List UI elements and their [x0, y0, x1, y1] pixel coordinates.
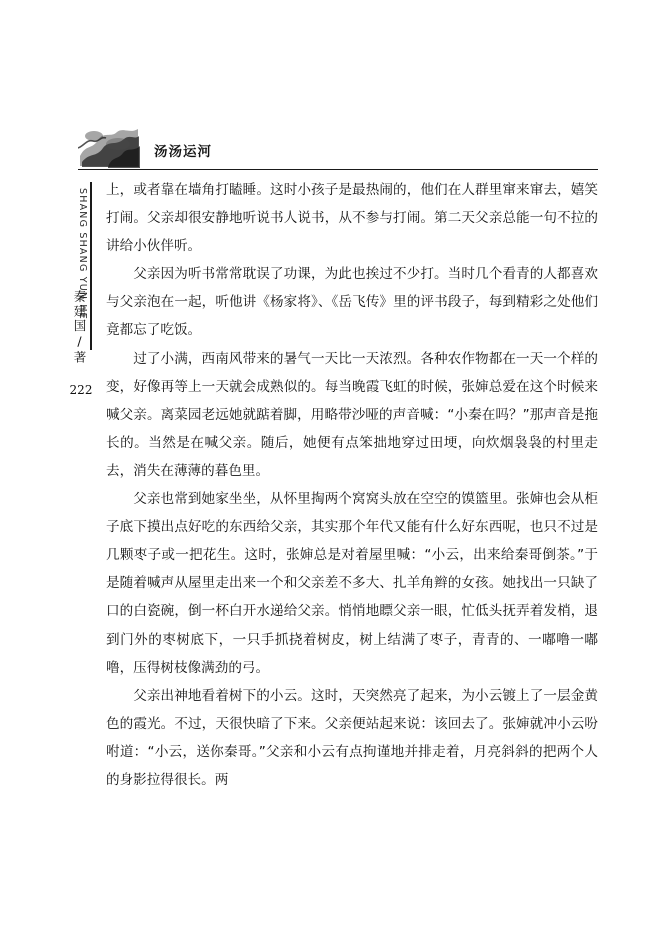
paragraph: 父亲也常到她家坐坐，从怀里掏两个窝窝头放在空空的馍篮里。张婶也会从柜子底下摸出点好吃的东西给父亲，其实那个年代又能有什么好东西呢，也只不过是几颗枣子或一把花生。这时，张婶总是对着屋里喊：“小云，出来给秦哥倒茶。”于是随着喊声从屋里走出来一个和父亲差不多大、扎羊角辫的女孩。她找出一只缺了口的白瓷碗，倒一杯白开水递给父亲。悄悄地瞟父亲一眼，忙低头抚弄着发梢，退到门外的枣树底下，一只手抓挠着树皮，树上结满了枣子，青青的、一嘟噜一嘟噜，压得树枝像满劲的弓。: [106, 491, 598, 676]
margin-divider: [90, 182, 92, 350]
header-divider: [78, 169, 598, 170]
page-header: [78, 126, 598, 170]
running-header-title: 汤汤运河: [154, 144, 212, 160]
page-number: 222: [69, 383, 93, 397]
ink-painting-ornament-icon: [78, 126, 140, 168]
paragraph: 过了小满，西南风带来的暑气一天比一天浓烈。各种农作物都在一天一个样的变，好像再等上一天就会成熟似的。每当晚霞飞虹的时候，张婶总爱在这个时候来喊父亲。离菜园老远她就踮着脚，用略带沙哑的声音喊：“小秦在吗？”那声音是拖长的。当然是在喊父亲。随后，她便有点笨拙地穿过田埂，向炊烟袅袅的村里走去，消失在薄薄的暮色里。: [106, 350, 598, 479]
paragraph: 父亲因为听书常常耽误了功课，为此也挨过不少打。当时几个看青的人都喜欢与父亲泡在一起，听他讲《杨家将》、《岳飞传》里的评书段子，每到精彩之处他们竟都忘了吃饭。: [106, 266, 598, 339]
margin-author: 秦建国/著: [72, 290, 87, 365]
paragraph: 上，或者靠在墙角打瞌睡。这时小孩子是最热闹的，他们在人群里窜来窜去，嬉笑打闹。父亲却很安静地听说书人说书，从不参与打闹。第二天父亲总能一句不拉的讲给小伙伴听。: [106, 182, 598, 255]
body-text: [106, 176, 598, 794]
paragraph: 父亲出神地看着树下的小云。这时，天突然亮了起来，为小云镀上了一层金黄色的霞光。不过，天很快暗了下来。父亲便站起来说：该回去了。张婶就冲小云吩咐道：“小云，送你秦哥。”父亲和小云有点拘谨地并排走着，月亮斜斜的把两个人的身影拉得很长。两: [106, 687, 598, 788]
margin-pinyin-title: SHANG SHANG YUN HE: [77, 188, 88, 320]
